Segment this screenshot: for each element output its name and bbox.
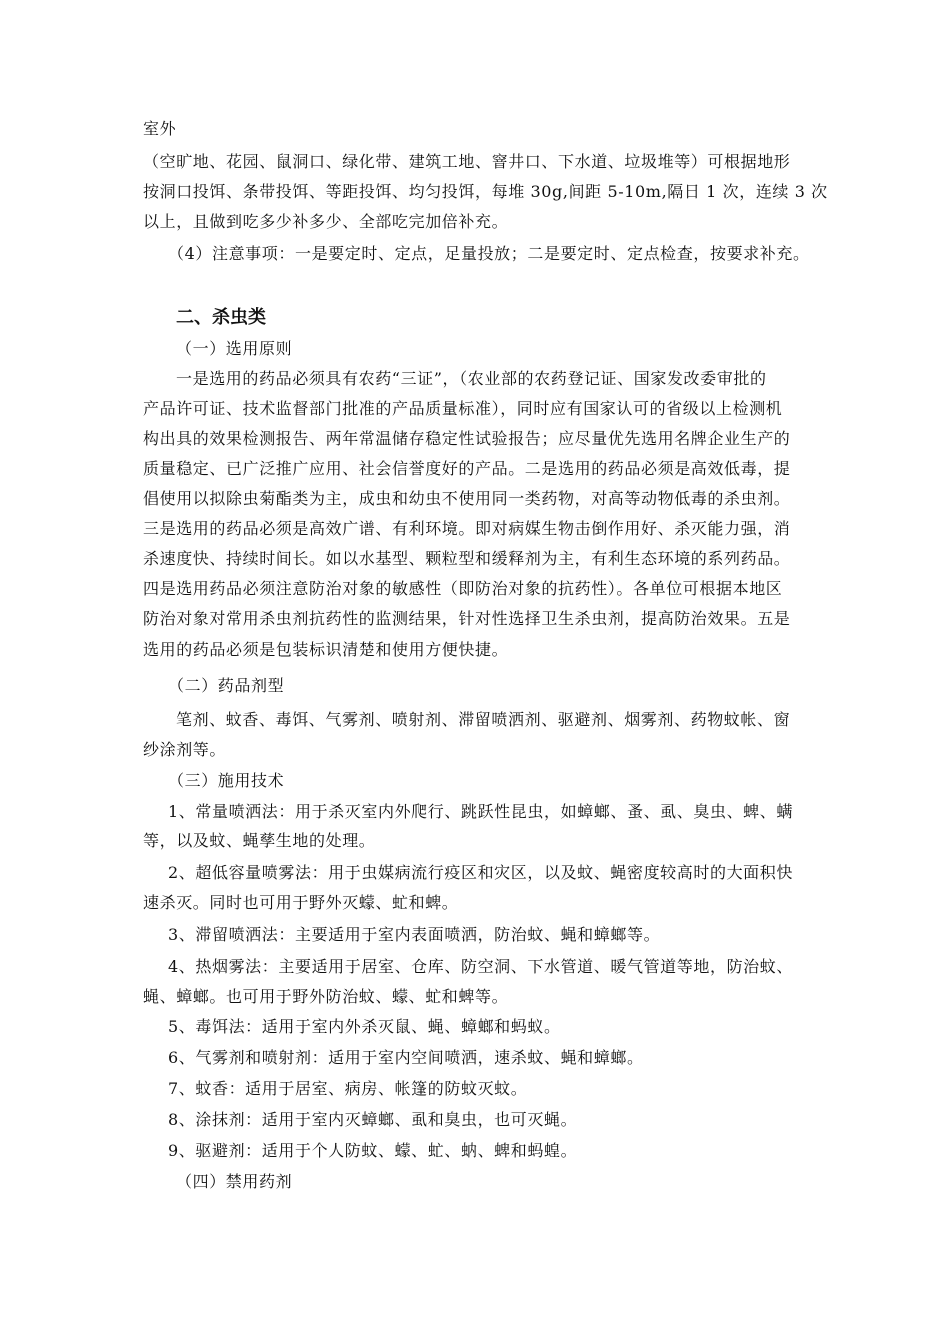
list-item: 9、驱避剂：适用于个人防蚊、蠓、虻、蚋、蜱和蚂蝗。	[168, 1141, 578, 1160]
paragraph-line: 杀速度快、持续时间长。如以水基型、颗粒型和缓释剂为主，有利生态环境的系列药品。	[143, 549, 791, 568]
paragraph-line: 一是选用的药品必须具有农药“三证”，（农业部的农药登记证、国家发改委审批的	[176, 369, 767, 388]
subheading: （二）药品剂型	[168, 676, 285, 695]
paragraph-line: 产品许可证、技术监督部门批准的产品质量标准），同时应有国家认可的省级以上检测机	[143, 399, 783, 418]
list-item: 1、常量喷洒法：用于杀灭室内外爬行、跳跃性昆虫，如蟑螂、蚤、虱、臭虫、蜱、螨	[168, 802, 793, 821]
paragraph-line: 纱涂剂等。	[143, 740, 227, 759]
paragraph-line: 四是选用药品必须注意防治对象的敏感性（即防治对象的抗药性）。各单位可根据本地区	[143, 579, 783, 598]
list-item: 4、热烟雾法：主要适用于居室、仓库、防空洞、下水管道、暖气管道等地，防治蚊、	[168, 957, 793, 976]
list-item: 速杀灭。同时也可用于野外灭蠓、虻和蜱。	[143, 893, 459, 912]
subheading: （四）禁用药剂	[176, 1172, 293, 1191]
list-item: 等，以及蚊、蝇孳生地的处理。	[143, 831, 376, 850]
paragraph-line: 构出具的效果检测报告、两年常温储存稳定性试验报告；应尽量优先选用名牌企业生产的	[143, 429, 791, 448]
list-item: 8、涂抹剂：适用于室内灭蟑螂、虱和臭虫，也可灭蝇。	[168, 1110, 578, 1129]
list-item: 6、气雾剂和喷射剂：适用于室内空间喷洒，速杀蚊、蝇和蟑螂。	[168, 1048, 644, 1067]
paragraph-line: 防治对象对常用杀虫剂抗药性的监测结果，针对性选择卫生杀虫剂，提高防治效果。五是	[143, 609, 791, 628]
paragraph-line: 三是选用的药品必须是高效广谱、有利环境。即对病媒生物击倒作用好、杀灭能力强，消	[143, 519, 791, 538]
body-line: 以上，且做到吃多少补多少、全部吃完加倍补充。	[143, 212, 509, 231]
body-line: （空旷地、花园、鼠洞口、绿化带、建筑工地、窨井口、下水道、垃圾堆等）可根据地形	[143, 152, 791, 171]
paragraph-line: 选用的药品必须是包装标识清楚和使用方便快捷。	[143, 640, 509, 659]
paragraph-line: 倡使用以拟除虫菊酯类为主，成虫和幼虫不使用同一类药物，对高等动物低毒的杀虫剂。	[143, 489, 791, 508]
list-item: 5、毒饵法：适用于室内外杀灭鼠、蝇、蟑螂和蚂蚁。	[168, 1017, 561, 1036]
list-item: 蝇、蟑螂。也可用于野外防治蚊、蠓、虻和蜱等。	[143, 987, 509, 1006]
paragraph-line: 质量稳定、已广泛推广应用、社会信誉度好的产品。二是选用的药品必须是高效低毒，提	[143, 459, 791, 478]
list-item: 7、蚊香：适用于居室、病房、帐篷的防蚊灭蚊。	[168, 1079, 528, 1098]
outdoor-label: 室外	[143, 119, 177, 138]
body-line: 按洞口投饵、条带投饵、等距投饵、均匀投饵，每堆 30g,间距 5-10m,隔日 1 次，连续 3 次	[143, 182, 828, 201]
paragraph-line: 笔剂、蚊香、毒饵、气雾剂、喷射剂、滞留喷洒剂、驱避剂、烟雾剂、药物蚊帐、窗	[176, 710, 791, 729]
section-heading: 二、杀虫类	[176, 307, 266, 328]
notice-line: （4）注意事项：一是要定时、定点，足量投放；二是要定时、定点检查，按要求补充。	[168, 244, 810, 263]
subheading: （一）选用原则	[176, 339, 293, 358]
list-item: 2、超低容量喷雾法：用于虫媒病流行疫区和灾区，以及蚊、蝇密度较高时的大面积快	[168, 863, 793, 882]
list-item: 3、滞留喷洒法：主要适用于室内表面喷洒，防治蚊、蝇和蟑螂等。	[168, 925, 661, 944]
subheading: （三）施用技术	[168, 771, 285, 790]
